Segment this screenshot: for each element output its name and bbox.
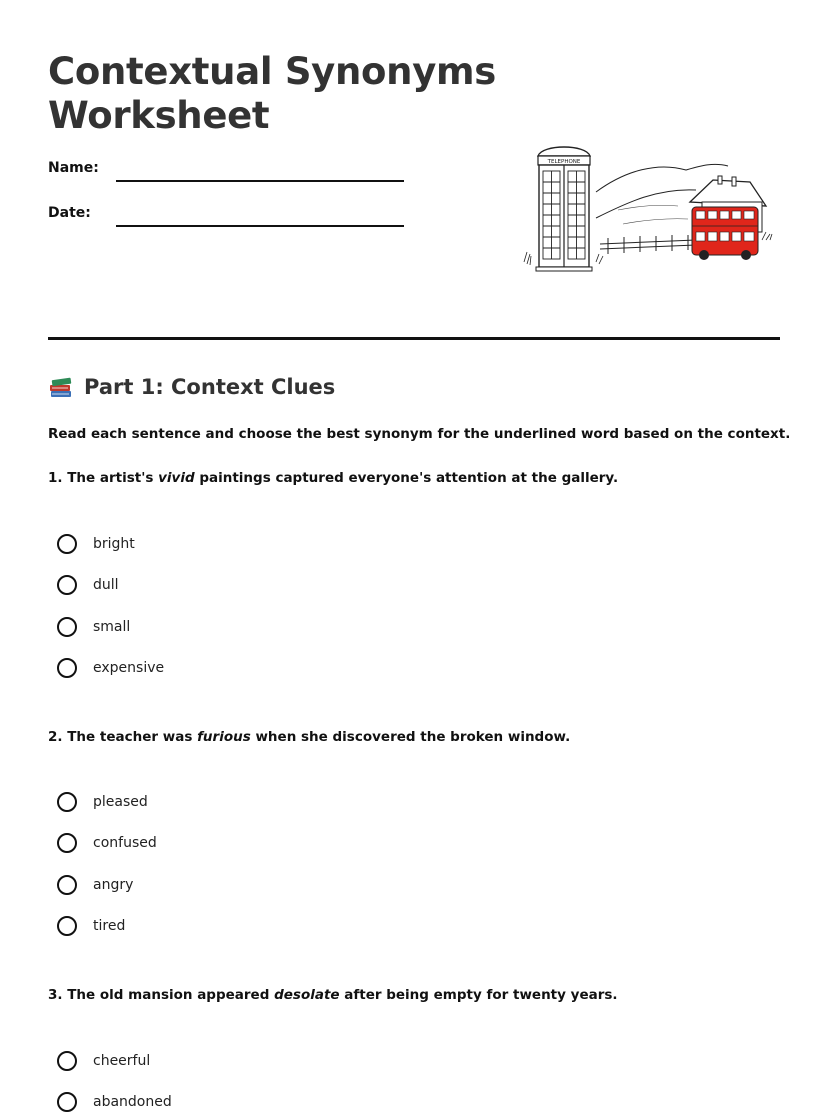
section-divider [48, 337, 780, 340]
radio-button[interactable] [57, 575, 77, 595]
books-icon [48, 374, 74, 400]
question-2-option-3[interactable] [57, 873, 133, 897]
part-1-title: Part 1: Context Clues [84, 375, 336, 399]
phone-box-sign: TELEPHONE [547, 159, 581, 165]
name-line[interactable] [116, 180, 404, 182]
question-1 [48, 470, 618, 486]
page-title [48, 50, 496, 138]
radio-button[interactable] [57, 1092, 77, 1112]
date-label: Date: [48, 205, 91, 221]
part-1-heading [48, 374, 335, 400]
question-3-option-1[interactable] [57, 1049, 150, 1073]
instructions: Read each sentence and choose the best synonym for the underlined word based on the context. [48, 426, 791, 442]
radio-button[interactable] [57, 617, 77, 637]
question-3 [48, 987, 618, 1003]
question-2-before: 2. The teacher was [48, 729, 198, 745]
question-1-after: paintings captured everyone's attention at the gallery. [194, 470, 619, 486]
question-1-before: 1. The artist's [48, 470, 159, 486]
question-3-before: 3. The old mansion appeared [48, 987, 275, 1003]
question-1-option-3[interactable] [57, 615, 130, 639]
question-2-option-4[interactable] [57, 914, 125, 938]
option-label: dull [93, 577, 119, 593]
question-2-option-1[interactable] [57, 790, 148, 814]
date-line[interactable] [116, 225, 404, 227]
question-2 [48, 729, 570, 745]
question-2-option-2[interactable] [57, 831, 157, 855]
question-2-target-word: furious [197, 729, 251, 745]
question-2-after: when she discovered the broken window. [250, 729, 571, 745]
radio-button[interactable] [57, 916, 77, 936]
question-1-option-4[interactable] [57, 656, 164, 680]
question-3-target-word: desolate [274, 987, 340, 1003]
radio-button[interactable] [57, 534, 77, 554]
option-label: small [93, 619, 131, 635]
fence-icon [600, 235, 696, 254]
question-3-after: after being empty for twenty years. [339, 987, 618, 1003]
option-label: cheerful [93, 1053, 151, 1069]
red-bus-icon [692, 207, 758, 260]
name-label: Name: [48, 160, 99, 176]
option-label: tired [93, 918, 126, 934]
option-label: expensive [93, 660, 165, 676]
london-scene-illustration [518, 140, 780, 275]
radio-button[interactable] [57, 833, 77, 853]
radio-button[interactable] [57, 875, 77, 895]
question-3-option-2[interactable] [57, 1090, 172, 1114]
title-line-2: Worksheet [48, 94, 270, 137]
question-1-target-word: vivid [158, 470, 195, 486]
radio-button[interactable] [57, 658, 77, 678]
option-label: pleased [93, 794, 148, 810]
title-line-1: Contextual Synonyms [48, 50, 496, 93]
radio-button[interactable] [57, 1051, 77, 1071]
option-label: abandoned [93, 1094, 172, 1110]
question-1-option-1[interactable] [57, 532, 135, 556]
radio-button[interactable] [57, 792, 77, 812]
question-1-option-2[interactable] [57, 573, 119, 597]
option-label: angry [93, 877, 134, 893]
option-label: bright [93, 536, 135, 552]
option-label: confused [93, 835, 157, 851]
phone-box-icon [524, 147, 603, 271]
